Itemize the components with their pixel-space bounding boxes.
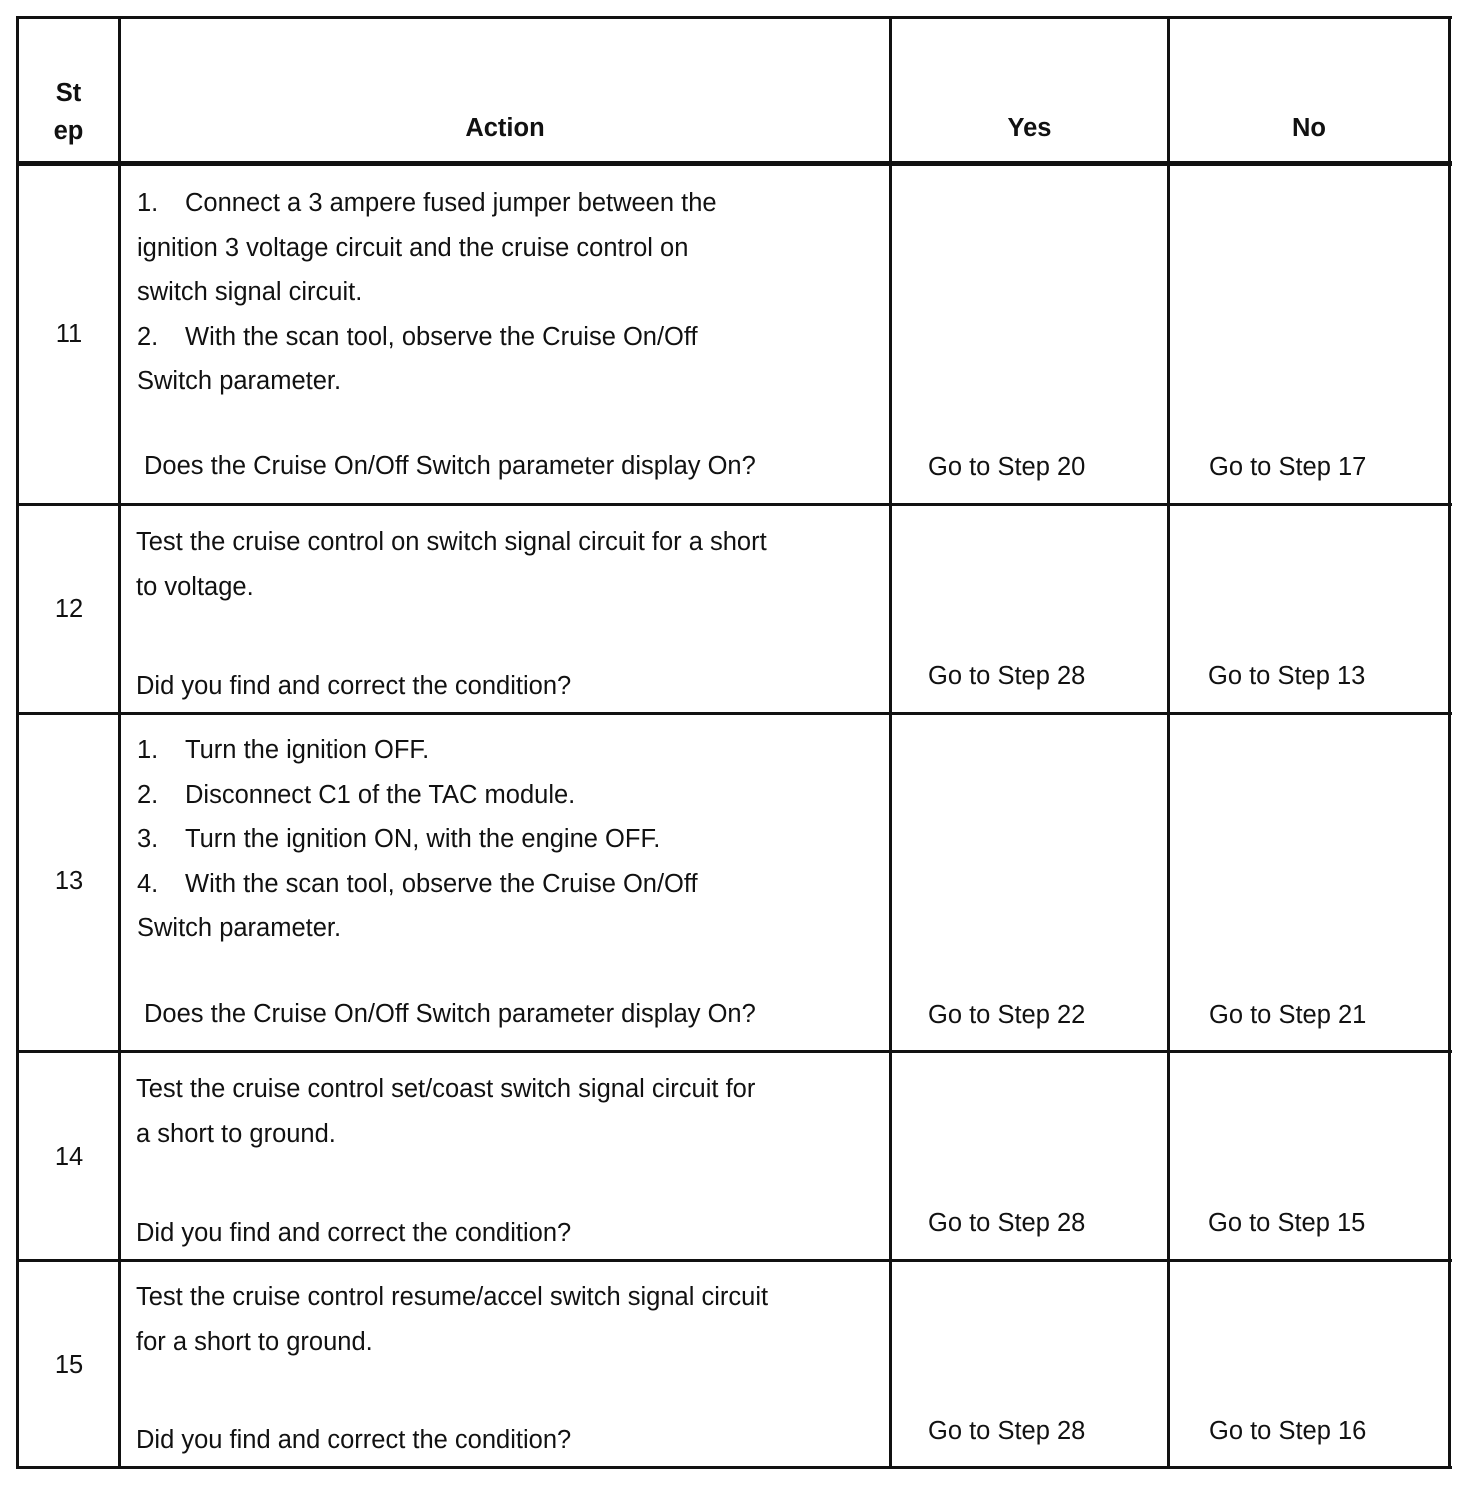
column-divider (889, 16, 892, 1469)
action-line: Test the cruise control resume/accel switch signal circuit (136, 1283, 769, 1311)
no-outcome: Go to Step 17 (1209, 453, 1367, 481)
action-line: 3. Turn the ignition ON, with the engine OFF. (137, 817, 698, 862)
header-step-line1: St (55, 79, 82, 107)
row-divider (16, 503, 1452, 506)
no-outcome: Go to Step 15 (1208, 1209, 1366, 1237)
yes-outcome: Go to Step 20 (928, 453, 1086, 481)
action-line: Switch parameter. (137, 914, 342, 943)
action-line: 2. Disconnect C1 of the TAC module. (137, 773, 698, 818)
step-number: 12 (54, 595, 84, 623)
header-action: Action (465, 114, 545, 142)
yes-outcome: Go to Step 28 (928, 662, 1086, 690)
row-divider (16, 1050, 1452, 1053)
action-line: 2. With the scan tool, observe the Cruise On/Off (137, 315, 717, 360)
row-divider (16, 712, 1452, 715)
list-number: 2. (137, 780, 159, 809)
header-no: No (1292, 114, 1326, 142)
action-line: for a short to ground. (136, 1327, 373, 1356)
action-question: Does the Cruise On/Off Switch parameter display On? (144, 1000, 756, 1028)
action-line: switch signal circuit. (137, 278, 363, 307)
action-line: Test the cruise control on switch signal circuit for a short (136, 528, 767, 556)
table-border-right (1448, 16, 1451, 1469)
header-yes: Yes (1007, 114, 1052, 142)
action-line: Test the cruise control set/coast switch signal circuit for (136, 1075, 756, 1103)
yes-outcome: Go to Step 28 (928, 1209, 1086, 1237)
no-outcome: Go to Step 13 (1208, 662, 1366, 690)
header-step-line2: ep (53, 117, 84, 145)
list-number: 2. (137, 322, 159, 351)
action-question: Does the Cruise On/Off Switch parameter display On? (144, 452, 756, 480)
list-number: 1. (137, 736, 159, 764)
table-border-bottom (16, 1466, 1452, 1469)
table-border-left (16, 16, 19, 1469)
list-number: 3. (137, 825, 159, 854)
action-question: Did you find and correct the condition? (136, 1219, 572, 1247)
action-line: 4. With the scan tool, observe the Cruise On/Off (137, 862, 698, 907)
yes-outcome: Go to Step 28 (928, 1417, 1086, 1445)
action-question: Did you find and correct the condition? (136, 672, 572, 700)
table-border-top (16, 16, 1452, 19)
header-divider (16, 161, 1452, 166)
action-text (136, 1275, 768, 1364)
column-divider (118, 16, 121, 1469)
action-line: ignition 3 voltage circuit and the cruise control on (137, 233, 689, 262)
no-outcome: Go to Step 16 (1209, 1417, 1367, 1445)
step-number: 15 (54, 1351, 84, 1379)
action-line: to voltage. (136, 572, 254, 601)
action-line: a short to ground. (136, 1119, 336, 1148)
yes-outcome: Go to Step 22 (928, 1001, 1086, 1029)
step-number: 13 (54, 867, 84, 895)
action-text (137, 728, 698, 951)
step-number: 14 (54, 1143, 84, 1171)
action-text (137, 181, 717, 404)
diagnostic-table (16, 16, 1452, 1469)
action-line: Switch parameter. (137, 367, 342, 396)
action-text (136, 1067, 755, 1156)
header-step (19, 74, 118, 150)
row-divider (16, 1259, 1452, 1262)
action-text (136, 520, 767, 609)
column-divider (1167, 16, 1170, 1469)
action-line: 1. Connect a 3 ampere fused jumper between the (137, 181, 717, 226)
action-question: Did you find and correct the condition? (136, 1426, 572, 1454)
list-number: 4. (137, 869, 159, 898)
action-line: 1. Turn the ignition OFF. (137, 728, 698, 773)
step-number: 11 (55, 320, 83, 348)
no-outcome: Go to Step 21 (1209, 1001, 1367, 1029)
list-number: 1. (137, 189, 159, 217)
